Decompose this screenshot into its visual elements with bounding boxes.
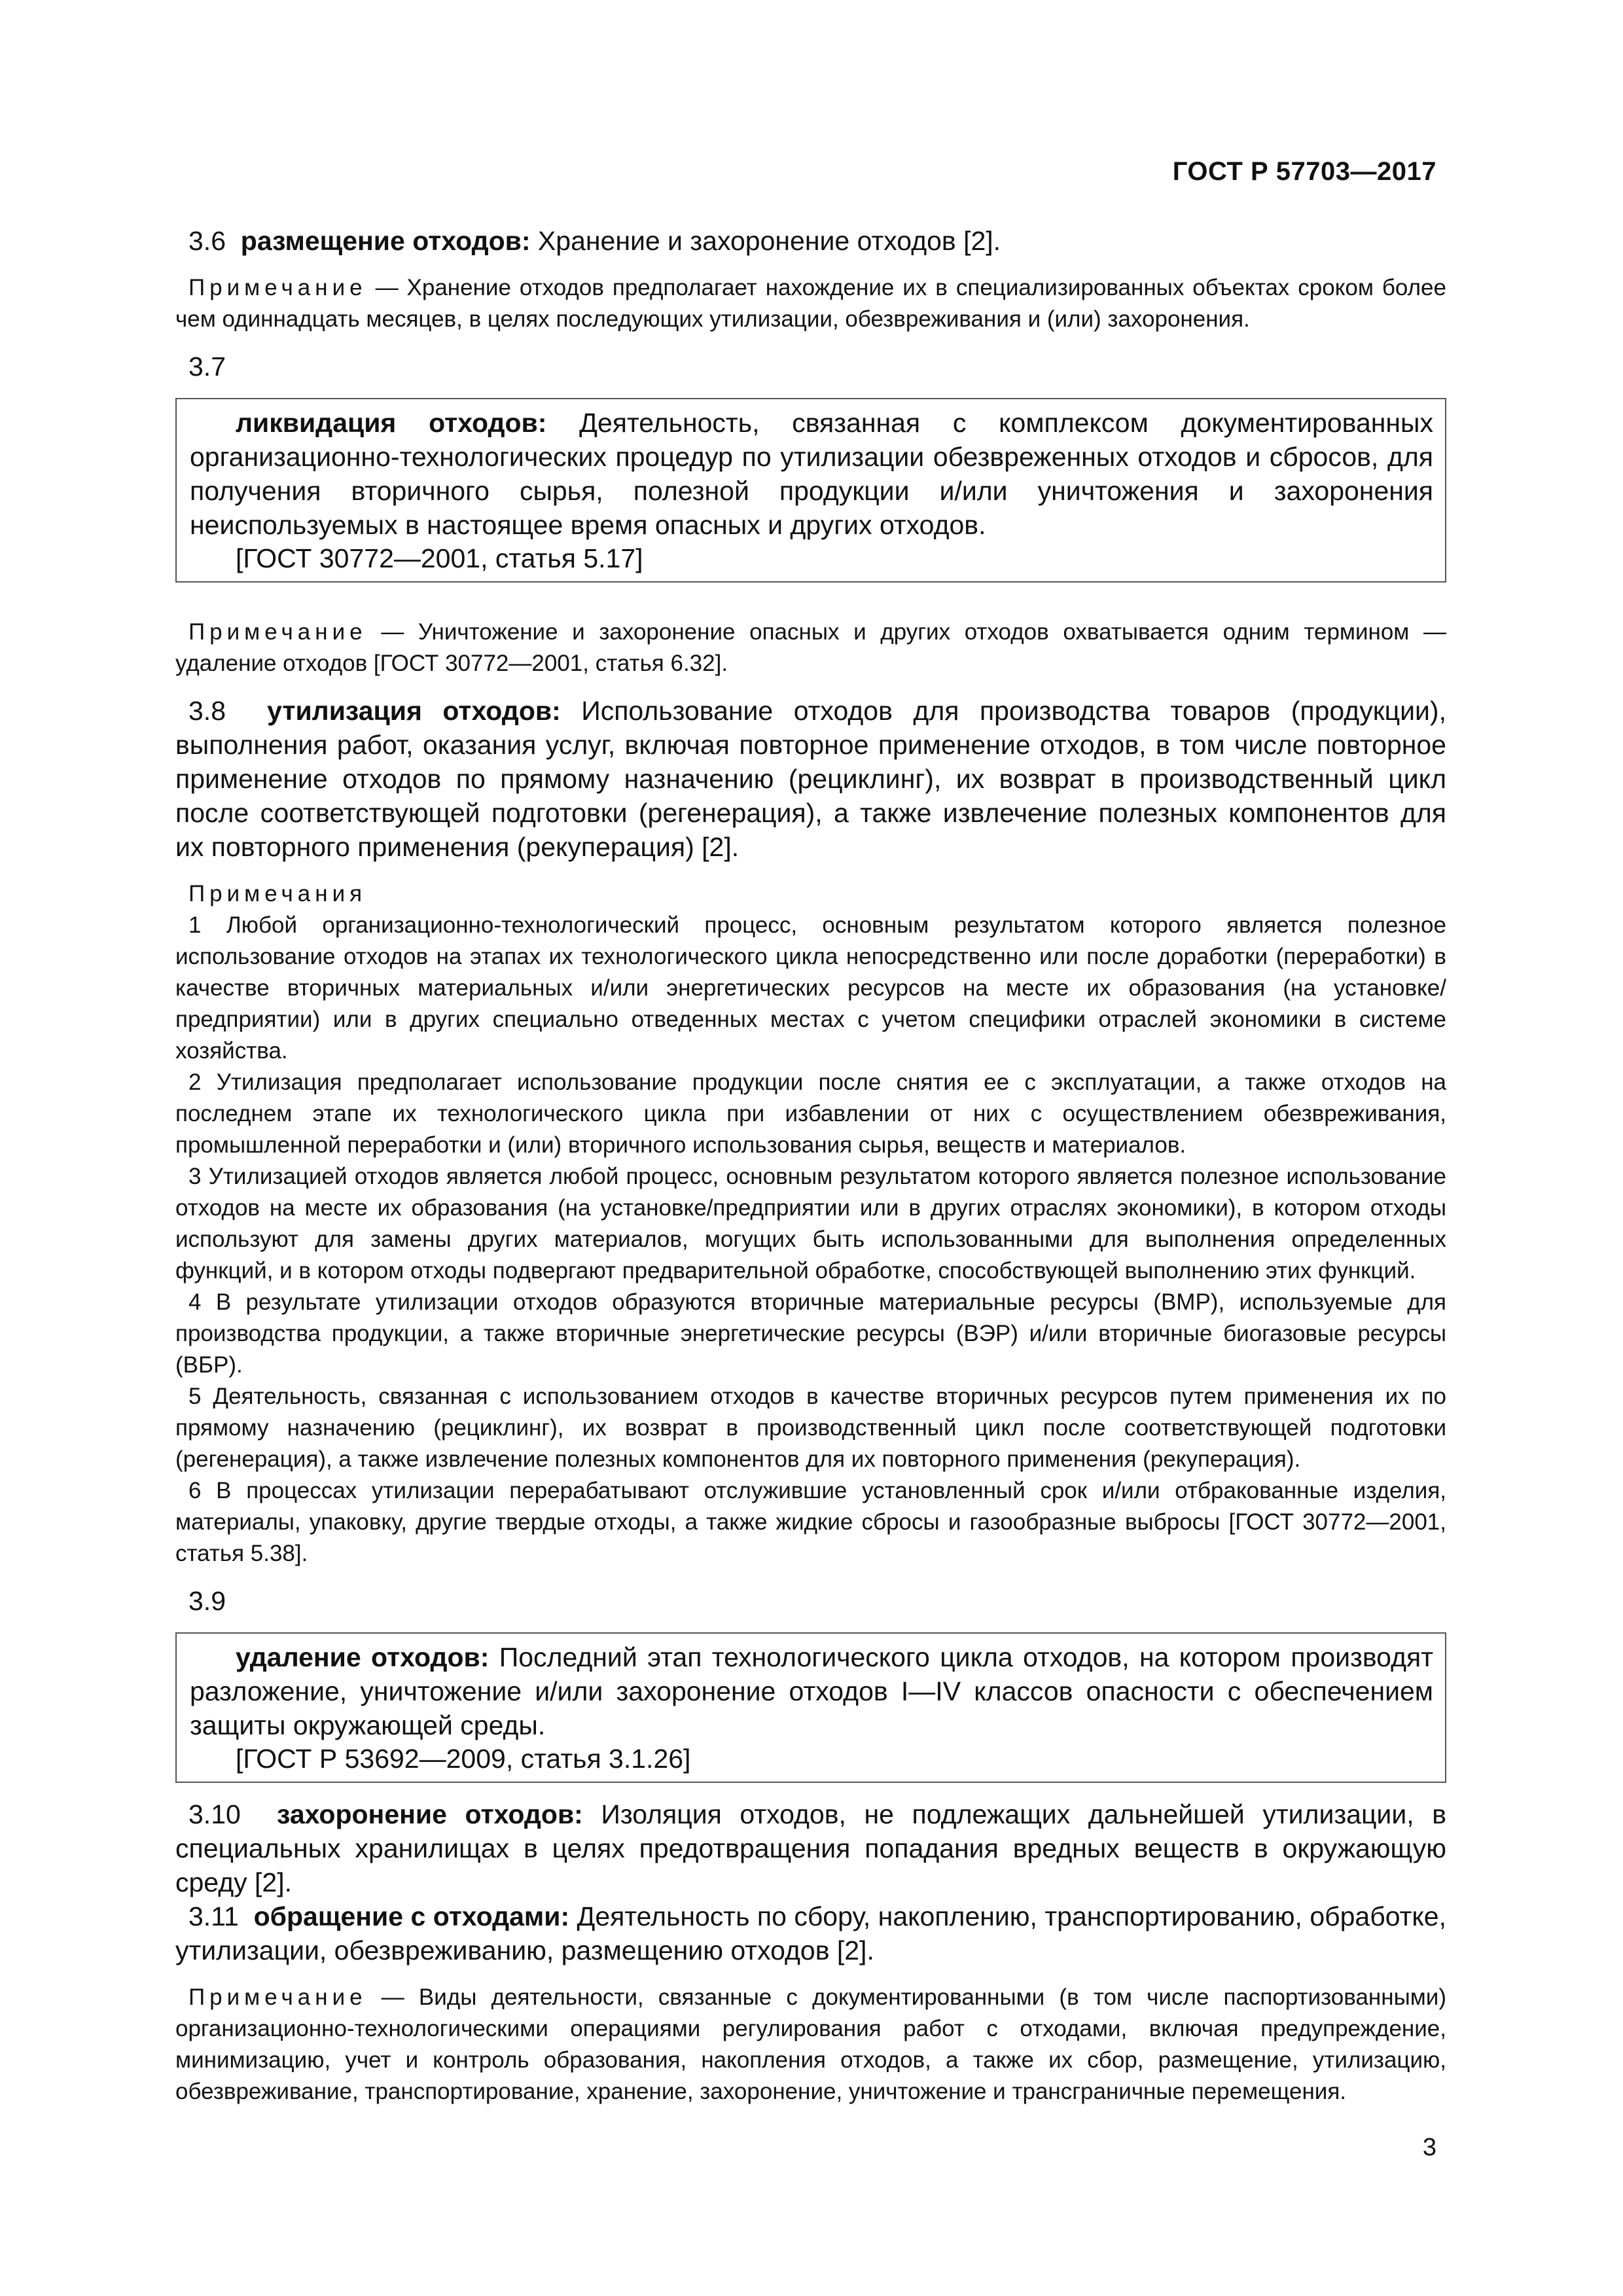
note-text: — Виды деятельности, связанные с документированными (в том числе паспортизованными) организационно-технологическими операциями регулирования работ с отходами, включая предупреждение, минимизацию, учет и контроль образования, накопления отходов, а также их сбор, размещение, утилизацию, обезвреживание, транспортирование, хранение, захоронение, уничтожение и трансграничные перемещения. <box>175 1984 1446 2104</box>
term-source: [ГОСТ Р 53692—2009, статья 3.1.26] <box>236 1744 691 1774</box>
term-number: 3.10 <box>188 1799 241 1829</box>
term-box-3-7 <box>175 398 1446 583</box>
term-definition: Последний этап технологического цикла отходов, на котором производят разложение, уничтожение и/или захоронение отходов I—IV классов опасности с обеспечением защиты окружающей среды. <box>190 1642 1433 1740</box>
note-3-7 <box>175 617 1446 679</box>
note-item: 5 Деятельность, связанная с использованием отходов в качестве вторичных ресурсов путем применения их по прямому назначению (рециклинг), их возврат в производственный цикл после соответствующей подготовки (регенерация), а также извлечение полезных компонентов для их повторного применения (рекуперация). <box>175 1384 1446 1472</box>
term-number: 3.11 <box>188 1901 239 1931</box>
term-box-3-9 <box>175 1632 1446 1783</box>
term-definition: Изоляция отходов, не подлежащих дальнейшей утилизации, в специальных хранилищах в целях предотвращения попадания вредных веществ в окружающую среду [2]. <box>175 1799 1446 1897</box>
page-number: 3 <box>1422 2134 1436 2161</box>
term-number-3-9: 3.9 <box>188 1586 226 1616</box>
note-item: 2 Утилизация предполагает использование продукции после снятия ее с эксплуатации, а также отходов на последнем этапе их технологического цикла при избавлении от них с осуществлением обезвреживания, промышленной переработки и (или) вторичного использования сырья, веществ и материалов. <box>175 1069 1446 1158</box>
term-3-7 <box>190 406 1433 542</box>
note-label: Примечание <box>188 619 367 645</box>
term-definition: Деятельность по сбору, накоплению, транспортированию, обработке, утилизации, обезвреживанию, размещению отходов [2]. <box>175 1901 1446 1965</box>
term-3-11 <box>175 1899 1446 1967</box>
term-name: утилизация отходов: <box>267 696 561 726</box>
term-3-9 <box>190 1640 1433 1742</box>
note-text: — Хранение отходов предполагает нахождение их в специализированных объектах сроком более чем одиннадцать месяцев, в целях последующих утилизации, обезвреживания и (или) захоронения. <box>175 275 1446 332</box>
notes-label-3-8: Примечания <box>188 881 367 906</box>
term-definition: Использование отходов для производства товаров (продукции), выполнения работ, оказания услуг, включая повторное применение отходов, в том числе повторное применение отходов по прямому назначению (рециклинг), их возврат в производственный цикл после соответствующей подготовки (регенерация), а также извлечение полезных компонентов для их повторного применения (рекуперация) [2]. <box>175 696 1446 862</box>
note-item: 4 В результате утилизации отходов образуются вторичные материальные ресурсы (ВМР), используемые для производства продукции, а также вторичные энергетические ресурсы (ВЭР) и/или вторичные биогазовые ресурсы (ВБР). <box>175 1289 1446 1378</box>
note-text: — Уничтожение и захоронение опасных и других отходов охватывается одним термином — удаление отходов [ГОСТ 30772—2001, статья 6.32]. <box>175 619 1446 676</box>
document-body <box>175 224 1446 2108</box>
term-3-6 <box>175 224 1446 258</box>
term-number-3-7: 3.7 <box>188 351 226 382</box>
term-name: размещение отходов: <box>240 226 531 256</box>
term-number: 3.6 <box>188 226 226 256</box>
term-definition: Деятельность, связанная с комплексом документированных организационно-технологических процедур по утилизации обезвреженных отходов и сбросов, для получения вторичного сырья, полезной продукции и/или уничтожения и захоронения неиспользуемых в настоящее время опасных и других отходов. <box>190 408 1433 540</box>
term-name: захоронение отходов: <box>277 1799 583 1829</box>
note-item: 6 В процессах утилизации перерабатывают отслужившие установленный срок и/или отбракованные изделия, материалы, упаковку, другие твердые отходы, а также жидкие сбросы и газообразные выбросы [ГОСТ 30772—2001, статья 5.38]. <box>175 1478 1446 1566</box>
note-item: 3 Утилизацией отходов является любой процесс, основным результатом которого является полезное использование отходов на месте их образования (на установке/предприятии или в других отраслях экономики), в котором отходы используют для замены других материалов, могущих быть использованными для выполнения определенных функций, и в котором отходы подвергают предварительной обработке, способствующей выполнению этих функций. <box>175 1164 1446 1283</box>
note-3-6 <box>175 272 1446 335</box>
term-number: 3.8 <box>188 696 226 726</box>
note-3-11 <box>175 1982 1446 2108</box>
note-label: Примечание <box>188 1984 367 2010</box>
document-header: ГОСТ Р 57703—2017 <box>1172 157 1436 186</box>
term-name: обращение с отходами: <box>253 1901 570 1931</box>
term-source: [ГОСТ 30772—2001, статья 5.17] <box>236 543 643 573</box>
term-3-10 <box>175 1797 1446 1899</box>
term-definition: Хранение и захоронение отходов [2]. <box>537 226 1001 256</box>
note-label: Примечание <box>188 275 367 300</box>
term-3-8 <box>175 694 1446 864</box>
term-name: ликвидация отходов: <box>236 408 547 438</box>
note-item: 1 Любой организационно-технологический процесс, основным результатом которого является полезное использование отходов на этапах их технологического цикла непосредственно или после доработки (переработки) в качестве вторичных материальных и/или энергетических ресурсов на месте их образования (на установке/предприятии) или в других специально отведенных местах с учетом специфики отраслей экономики в системе хозяйства. <box>175 912 1446 1064</box>
term-name: удаление отходов: <box>236 1642 490 1672</box>
